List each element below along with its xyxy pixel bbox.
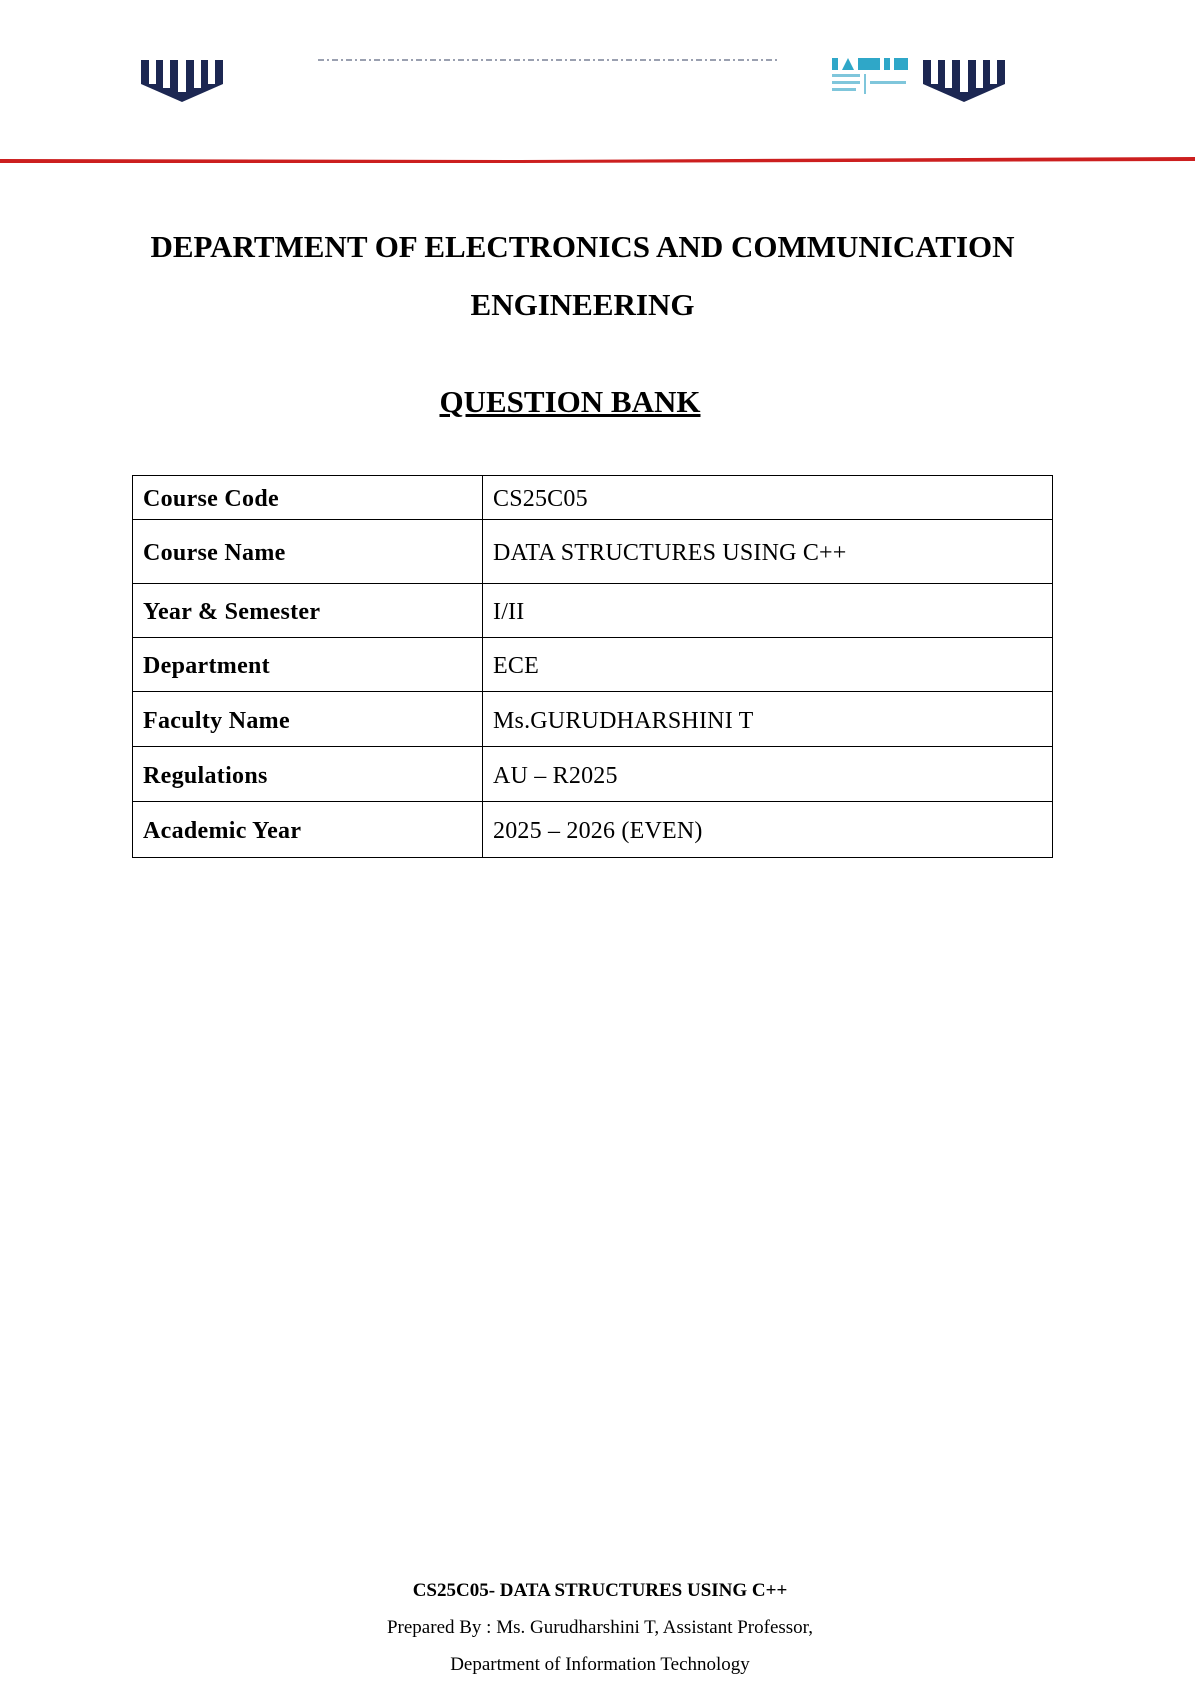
row-value: AU – R2025 [483,747,1053,802]
department-line-2: ENGINEERING [470,287,695,322]
row-label: Department [133,638,483,692]
row-label: Regulations [133,747,483,802]
course-info-table [132,475,1053,858]
row-value: ECE [483,638,1053,692]
row-value: CS25C05 [483,476,1053,520]
table-row [133,692,1053,747]
header-red-rule [0,155,1200,165]
table-row [133,584,1053,638]
row-value: 2025 – 2026 (EVEN) [483,802,1053,858]
footer-prepared-by: Prepared By : Ms. Gurudharshini T, Assistant Professor, [386,1617,813,1638]
row-label: Course Code [133,476,483,520]
table-row [133,747,1053,802]
row-label: Academic Year [133,802,483,858]
footer-department: Department of Information Technology [450,1654,750,1675]
table-row [133,638,1053,692]
row-value: DATA STRUCTURES USING C++ [483,520,1053,584]
department-title [100,218,1065,334]
row-label: Faculty Name [133,692,483,747]
row-value: Ms.GURUDHARSHINI T [483,692,1053,747]
table-row [133,520,1053,584]
row-label: Course Name [133,520,483,584]
table-row [133,476,1053,520]
nba-accreditation-icon [830,56,910,98]
row-label: Year & Semester [133,584,483,638]
row-value: I/II [483,584,1053,638]
table-row [133,802,1053,858]
header-text-strip [318,56,778,64]
college-crest-icon [139,58,225,104]
college-crest-icon [921,58,1007,104]
footer-course: CS25C05- DATA STRUCTURES USING C++ [412,1580,788,1601]
department-line-1: DEPARTMENT OF ELECTRONICS AND COMMUNICATION [150,229,1015,264]
page-footer [200,1572,1000,1683]
document-title: QUESTION BANK [439,384,701,419]
